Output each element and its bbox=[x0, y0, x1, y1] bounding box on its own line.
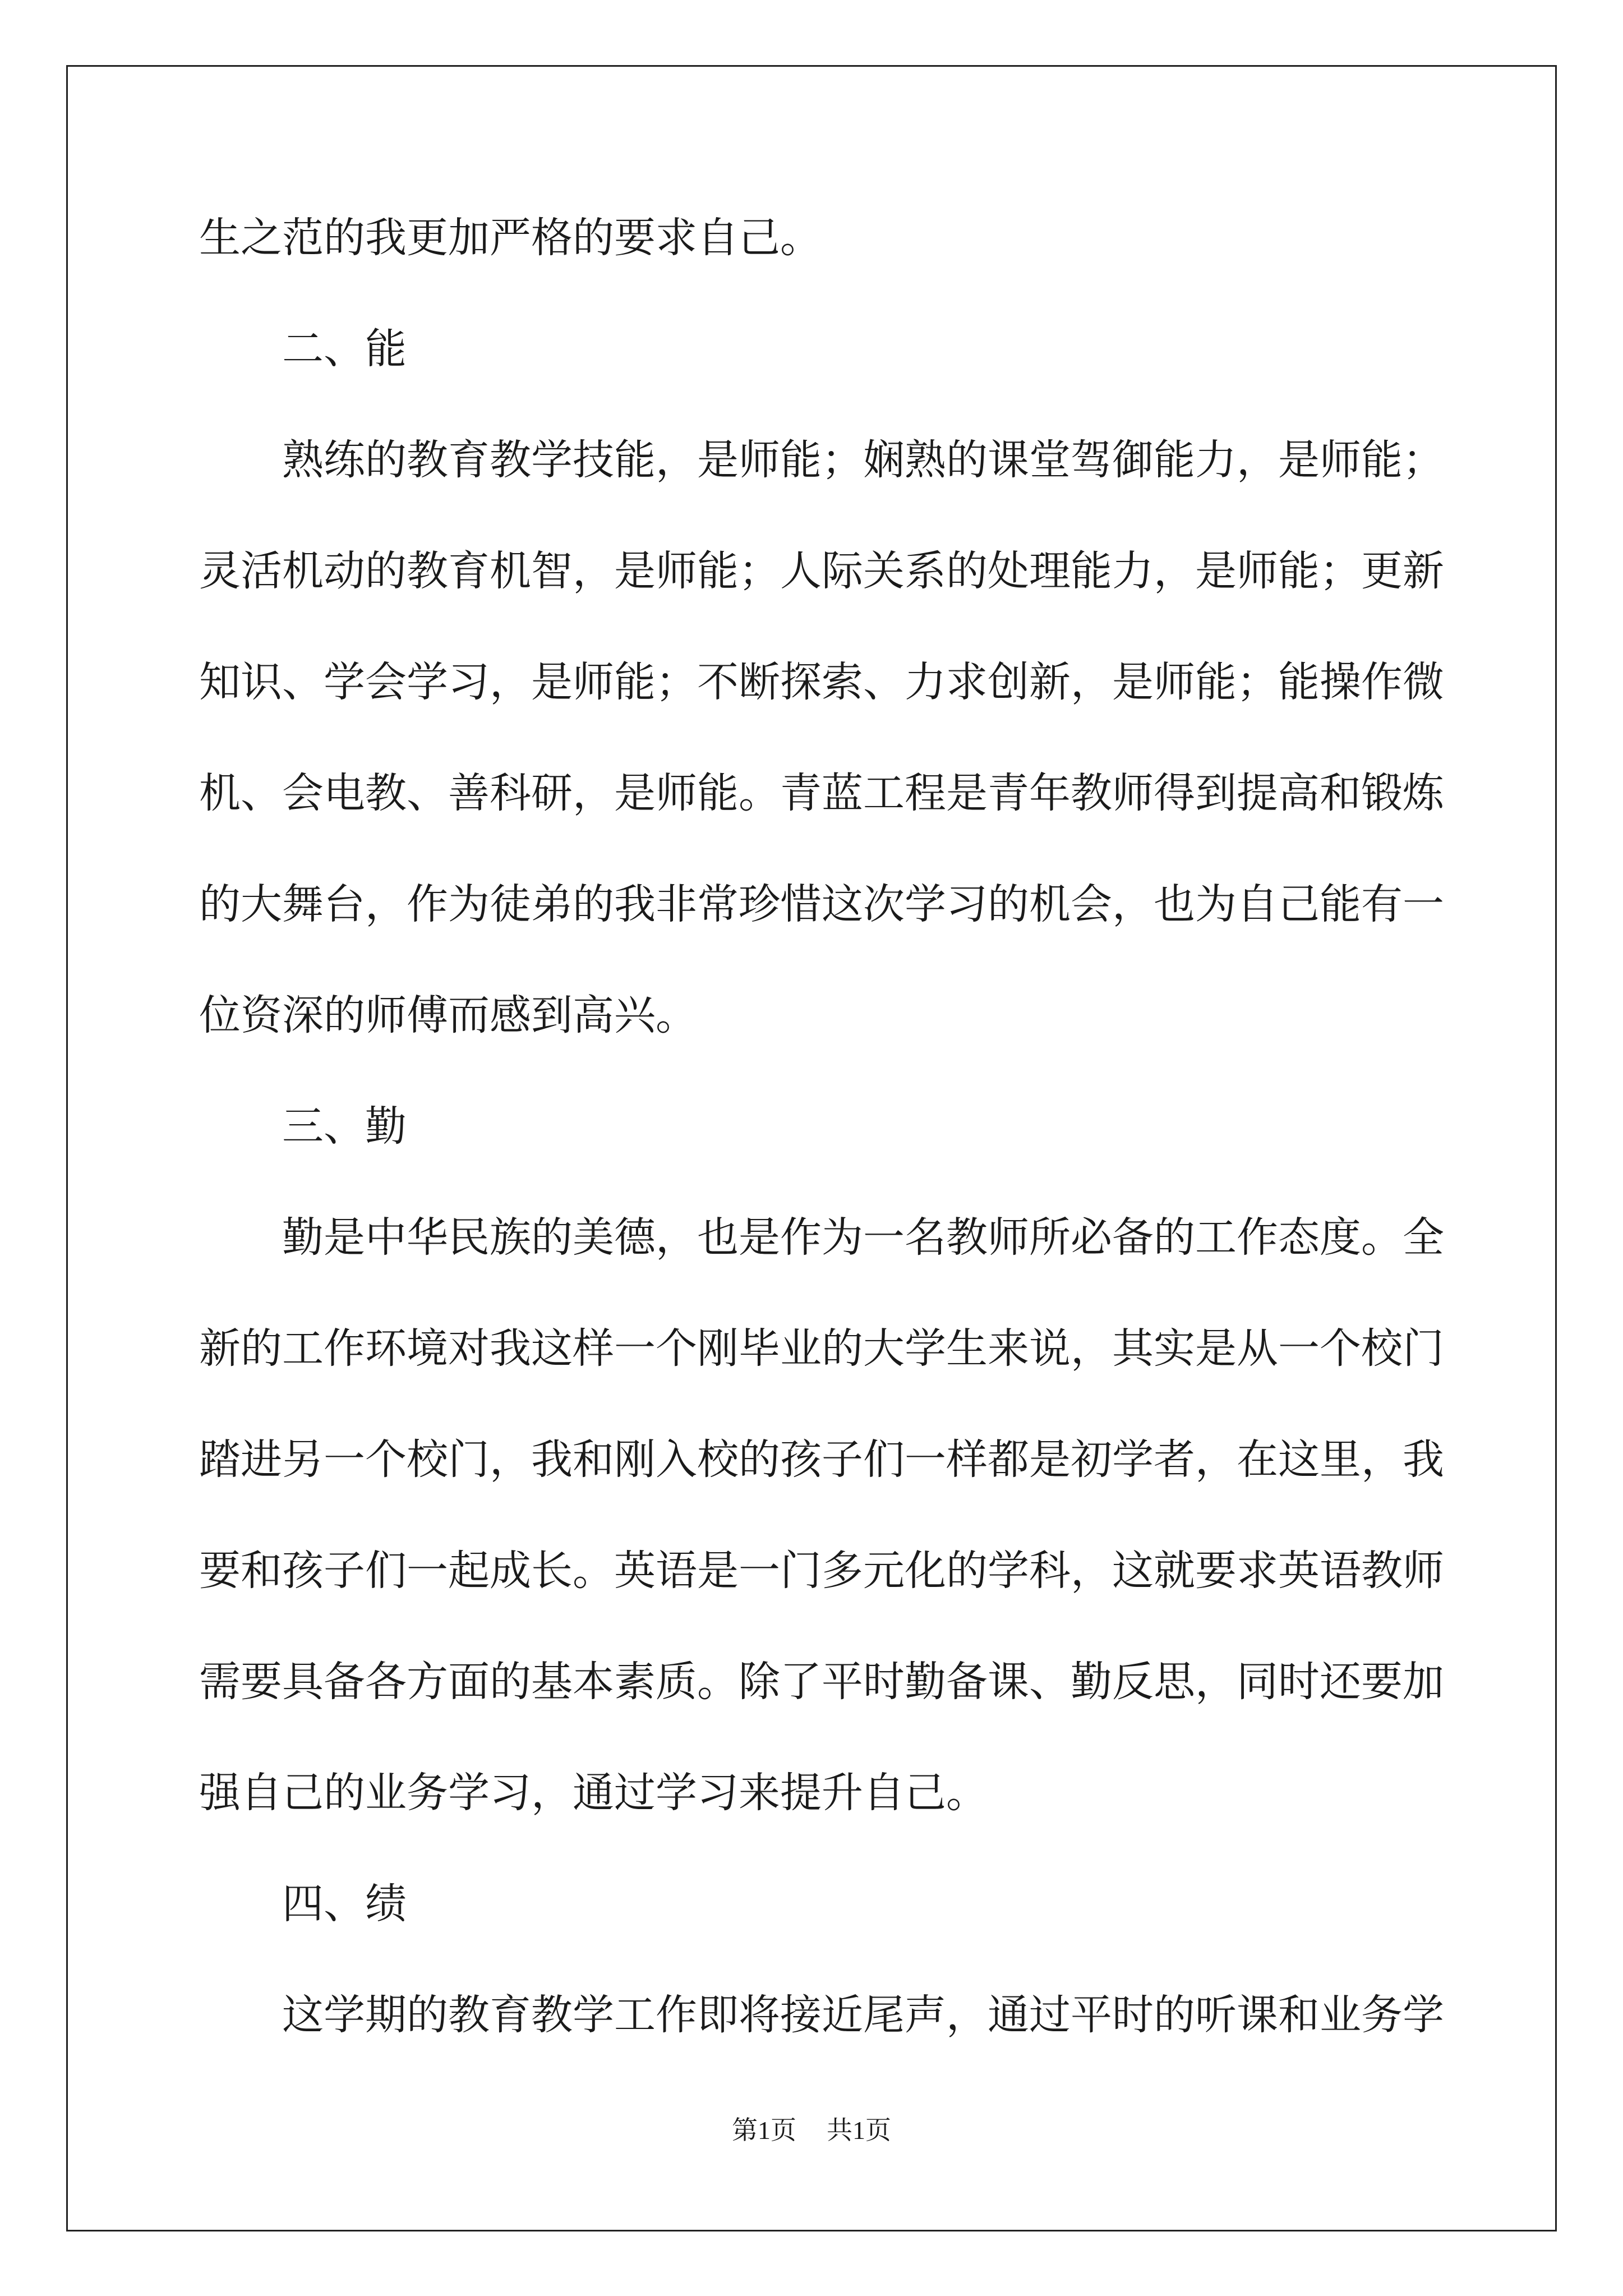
page-number: 第1页 bbox=[732, 2116, 796, 2145]
text-line: 需要具备各方面的基本素质。除了平时勤备课、勤反思，同时还要加 bbox=[199, 1658, 1444, 1706]
text-line: 位资深的师傅而感到高兴。 bbox=[199, 991, 697, 1039]
section-heading: 四、绩 bbox=[282, 1880, 407, 1928]
text-line: 机、会电教、善科研，是师能。青蓝工程是青年教师得到提高和锻炼 bbox=[199, 769, 1444, 817]
text-line: 的大舞台，作为徒弟的我非常珍惜这次学习的机会，也为自己能有一 bbox=[199, 880, 1444, 928]
text-line: 踏进另一个校门，我和刚入校的孩子们一样都是初学者，在这里，我 bbox=[199, 1435, 1444, 1484]
text-line: 勤是中华民族的美德，也是作为一名教师所必备的工作态度。全 bbox=[282, 1213, 1444, 1262]
section-heading: 二、能 bbox=[282, 325, 407, 373]
page-total: 共1页 bbox=[827, 2116, 891, 2145]
text-line: 知识、学会学习，是师能；不断探索、力求创新，是师能；能操作微 bbox=[199, 658, 1444, 706]
text-line: 这学期的教育教学工作即将接近尾声，通过平时的听课和业务学 bbox=[282, 1991, 1444, 2039]
section-heading: 三、勤 bbox=[282, 1102, 407, 1151]
document-body bbox=[199, 182, 1444, 2070]
text-line: 要和孩子们一起成长。英语是一门多元化的学科，这就要求英语教师 bbox=[199, 1547, 1444, 1595]
text-line: 新的工作环境对我这样一个刚毕业的大学生来说，其实是从一个校门 bbox=[199, 1324, 1444, 1373]
text-line: 强自己的业务学习，通过学习来提升自己。 bbox=[199, 1769, 988, 1817]
page-footer bbox=[0, 2114, 1623, 2147]
text-line: 灵活机动的教育机智，是师能；人际关系的处理能力，是师能；更新 bbox=[199, 547, 1444, 595]
text-line: 生之范的我更加严格的要求自己。 bbox=[199, 214, 822, 262]
text-line: 熟练的教育教学技能，是师能；娴熟的课堂驾御能力，是师能； bbox=[282, 436, 1444, 484]
